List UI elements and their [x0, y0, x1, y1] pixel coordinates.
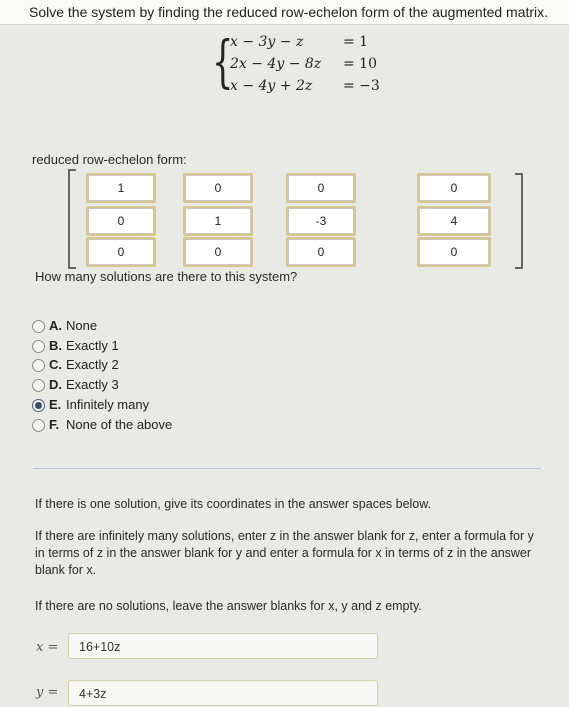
- matrix-cell-r1c4[interactable]: 0: [417, 173, 491, 203]
- matrix-cell-r2c3[interactable]: -3: [286, 206, 356, 236]
- x-answer-label: x =: [36, 640, 59, 655]
- matrix-left-bracket: [68, 169, 76, 269]
- option-text: None of the above: [66, 417, 173, 432]
- option-letter: D.: [49, 377, 62, 392]
- equation-rhs: = −3: [343, 78, 380, 94]
- option-text: None: [66, 318, 98, 333]
- instruction-one-solution: If there is one solution, give its coordinates in the answer spaces below.: [35, 497, 432, 511]
- option-letter: F.: [49, 417, 60, 432]
- rref-label: reduced row-echelon form:: [32, 152, 187, 167]
- option-letter: B.: [49, 338, 62, 353]
- option-text: Infinitely many: [66, 397, 150, 412]
- matrix-cell-r3c2[interactable]: 0: [183, 237, 253, 267]
- matrix-cell-r2c4[interactable]: 4: [417, 206, 491, 236]
- matrix-cell-r2c1[interactable]: 0: [86, 206, 156, 236]
- matrix-cell-r3c3[interactable]: 0: [286, 237, 356, 267]
- option-text: Exactly 1: [66, 338, 119, 353]
- matrix-cell-r2c2[interactable]: 1: [183, 206, 253, 236]
- problem-title: Solve the system by finding the reduced row-echelon form of the augmented matrix.: [29, 4, 549, 20]
- matrix-cell-r3c4[interactable]: 0: [417, 237, 491, 267]
- equation-system: [212, 32, 412, 102]
- matrix-cell-r1c1[interactable]: 1: [86, 173, 156, 203]
- radio-button[interactable]: [32, 359, 45, 372]
- section-divider: [33, 468, 541, 469]
- radio-button[interactable]: [32, 320, 45, 333]
- matrix-cell-r3c1[interactable]: 0: [86, 237, 156, 267]
- radio-button[interactable]: [32, 340, 45, 353]
- left-brace: {: [212, 30, 234, 95]
- radio-button[interactable]: [32, 379, 45, 392]
- option-text: Exactly 3: [66, 377, 119, 392]
- option-text: Exactly 2: [66, 357, 119, 372]
- equation-lhs: x − 3y − z: [230, 34, 304, 50]
- equation-rhs: = 1: [343, 34, 369, 50]
- header-bar: [0, 0, 569, 25]
- equation-rhs: = 10: [343, 56, 377, 72]
- instruction-none: If there are no solutions, leave the answer blanks for x, y and z empty.: [35, 599, 422, 613]
- y-answer-field[interactable]: 4+3z: [68, 680, 378, 706]
- solutions-question: How many solutions are there to this system?: [35, 269, 298, 284]
- instruction-infinite: If there are infinitely many solutions, enter z in the answer blank for z, enter a formula for y in terms of z in the answer blank for y and enter a formula for x in terms of z in the answer blank for x.: [35, 529, 534, 577]
- augmented-matrix: [68, 169, 528, 271]
- equation-lhs: x − 4y + 2z: [230, 78, 313, 94]
- radio-button-selected[interactable]: [32, 399, 45, 412]
- matrix-cell-r1c2[interactable]: 0: [183, 173, 253, 203]
- matrix-right-bracket: [515, 173, 523, 269]
- matrix-cell-r1c3[interactable]: 0: [286, 173, 356, 203]
- option-letter: C.: [49, 357, 62, 372]
- option-letter: A.: [49, 318, 62, 333]
- option-letter: E.: [49, 397, 62, 412]
- equation-lhs: 2x − 4y − 8z: [230, 56, 322, 72]
- y-answer-label: y =: [36, 685, 59, 700]
- x-answer-field[interactable]: 16+10z: [68, 633, 378, 659]
- radio-button[interactable]: [32, 419, 45, 432]
